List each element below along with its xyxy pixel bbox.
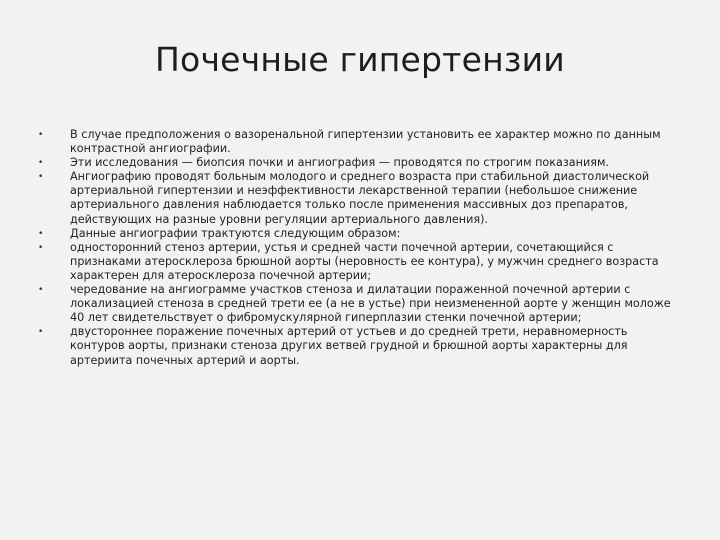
bullet-item (38, 170, 678, 226)
bullet-dot-icon: • (38, 172, 44, 183)
bullet-dot-icon: • (38, 228, 44, 239)
bullet-item (38, 325, 678, 367)
bullet-text: Ангиографию проводят больным молодого и среднего возраста при стабильной диастолической артериальной гипертензии и неэффективности лекарственной терапии (небольшое снижение артериального давления наблюдается только после применения массивных доз препаратов, действующих на разные уровни регуляции артериального давления). (70, 170, 650, 226)
bullet-item (38, 283, 678, 325)
bullet-text: Эти исследования — биопсия почки и ангиография — проводятся по строгим показаниям. (70, 156, 609, 170)
bullet-dot-icon: • (38, 285, 44, 296)
bullet-dot-icon: • (38, 158, 44, 169)
bullet-item (38, 128, 678, 156)
bullet-text: В случае предположения о вазоренальной гипертензии установить ее характер можно по данным контрастной ангиографии. (70, 128, 661, 156)
bullet-text: чередование на ангиограмме участков стеноза и дилатации пораженной почечной артерии с локализацией стеноза в средней трети ее (а не в устье) при неизмененной аорте у женщин моложе 40 лет свидетельствует о фибромускулярной гиперплазии стенки почечной артерии; (70, 283, 671, 325)
bullet-text: Данные ангиографии трактуются следующим образом: (70, 226, 401, 240)
bullet-text: двустороннее поражение почечных артерий от устьев и до средней трети, неравномерность контуров аорты, признаки стеноза других ветвей грудной и брюшной аорты характерны для артериита почечных артерий и аорты. (70, 325, 628, 367)
bullet-dot-icon: • (38, 130, 44, 140)
bullet-item (38, 241, 678, 283)
bullet-item (38, 227, 678, 241)
bullet-text: односторонний стеноз артерии, устья и средней части почечной артерии, сочетающийся с признаками атеросклероза брюшной аорты (неровность ее контура), у мужчин среднего возраста характерен для атеросклероза почечной артерии; (70, 240, 659, 282)
bullet-dot-icon: • (38, 242, 44, 253)
bullet-list (38, 128, 678, 368)
slide-title: Почечные гипертензии (155, 40, 565, 79)
bullet-dot-icon: • (38, 327, 44, 338)
bullet-item (38, 156, 678, 170)
